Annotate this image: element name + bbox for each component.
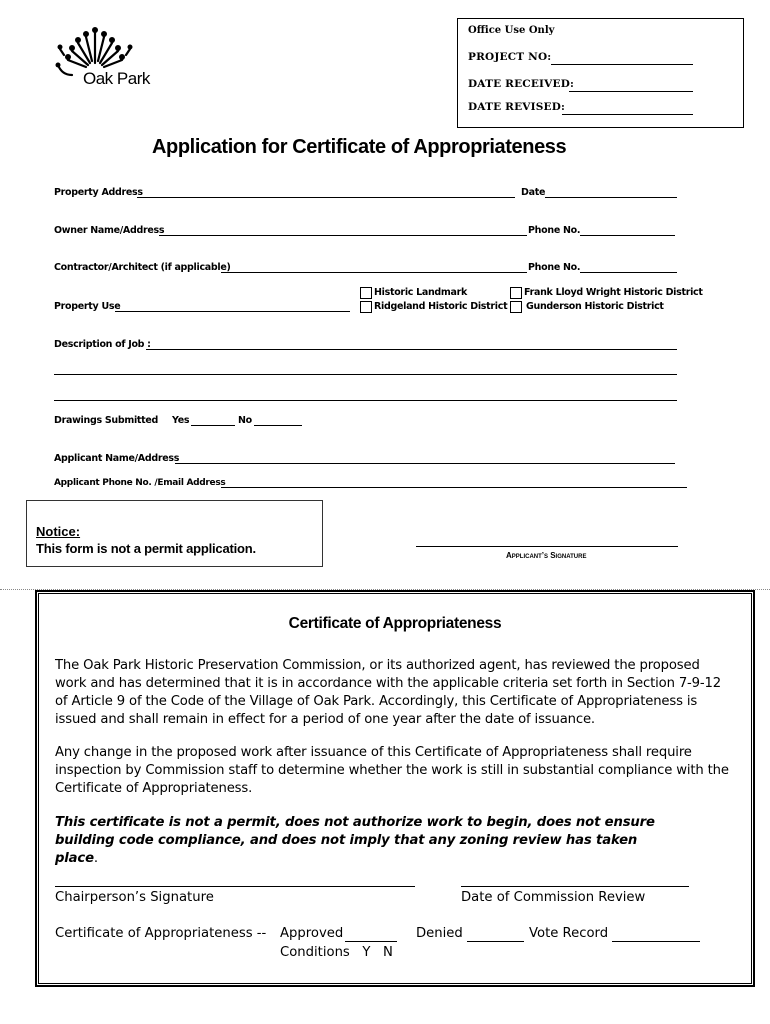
certificate-box — [36, 591, 754, 986]
notice-box — [26, 500, 323, 567]
coa-label: Certificate of Appropriateness -- — [55, 926, 267, 941]
certificate-paragraph-2: Any change in the proposed work after issuance of this Certificate of Appropriateness shall require inspection by Commission staff to determine whether the work is still in substantial compliance with the Certificate of Appropriateness. — [55, 745, 729, 796]
contractor-label: Contractor/Architect (if applicable) — [54, 262, 231, 273]
gunderson-label: Gunderson Historic District — [526, 301, 664, 312]
owner-label: Owner Name/Address — [54, 225, 165, 236]
certificate-paragraph-3-end: . — [93, 851, 98, 866]
property-use-line[interactable] — [115, 311, 350, 312]
description-line-1[interactable] — [146, 349, 677, 350]
contractor-line[interactable] — [221, 272, 527, 273]
certificate-paragraph-3 — [55, 814, 675, 868]
date-label: Date — [521, 187, 546, 198]
date-revised-label: DATE REVISED: — [468, 101, 566, 113]
phone-line-1[interactable] — [580, 235, 675, 236]
office-use-box — [457, 18, 744, 128]
applicant-line[interactable] — [175, 463, 675, 464]
phone-line-2[interactable] — [580, 272, 677, 273]
applicant-phone-line[interactable] — [221, 487, 687, 488]
approved-line[interactable] — [345, 941, 397, 942]
vote-record-line[interactable] — [612, 941, 700, 942]
description-line-2[interactable] — [54, 374, 677, 375]
approved-label: Approved — [280, 926, 344, 941]
certificate-paragraph-1: The Oak Park Historic Preservation Commission, or its authorized agent, has reviewed the proposed work and has determined that it is in accordance with the applicable criteria set forth in Section 7-9-12 of Article 9 of the Code of the Village of Oak Park. Accordingly, this Certificate of Appropriateness is issued and shall remain in effect for a period of one year after the date of issuance. — [55, 658, 721, 727]
notice-heading: Notice: — [36, 524, 81, 539]
applicant-signature-line[interactable] — [416, 546, 678, 547]
office-use-title: Office Use Only — [468, 25, 555, 36]
review-date-label: Date of Commission Review — [461, 890, 646, 905]
phone-label-1: Phone No. — [528, 225, 581, 236]
denied-line[interactable] — [467, 941, 524, 942]
frank-lloyd-wright-checkbox[interactable] — [510, 287, 522, 299]
property-use-label: Property Use — [54, 301, 121, 312]
applicant-label: Applicant Name/Address — [54, 453, 180, 464]
ridgeland-checkbox[interactable] — [360, 301, 372, 313]
drawings-label: Drawings Submitted — [54, 415, 159, 426]
certificate-title: Certificate of Appropriateness — [288, 615, 502, 632]
frank-lloyd-wright-label: Frank Lloyd Wright Historic District — [524, 287, 703, 298]
ridgeland-label: Ridgeland Historic District — [374, 301, 508, 312]
applicant-signature-label: Applicant’s Signature — [506, 551, 587, 560]
date-revised-line[interactable] — [562, 114, 693, 115]
review-date-line[interactable] — [461, 886, 689, 887]
phone-label-2: Phone No. — [528, 262, 581, 273]
chairperson-signature-label: Chairperson’s Signature — [55, 890, 214, 905]
description-label: Description of Job : — [54, 339, 151, 350]
historic-landmark-checkbox[interactable] — [360, 287, 372, 299]
drawings-no-line[interactable] — [254, 425, 302, 426]
form-title: Application for Certificate of Appropriateness — [152, 136, 567, 158]
description-line-3[interactable] — [54, 400, 677, 401]
property-address-line[interactable] — [137, 197, 515, 198]
chairperson-signature-line[interactable] — [55, 886, 415, 887]
drawings-no-label: No — [238, 415, 252, 426]
oak-park-logo — [50, 25, 160, 95]
property-address-label: Property Address — [54, 187, 143, 198]
notice-text: This form is not a permit application. — [36, 541, 256, 556]
historic-landmark-label: Historic Landmark — [374, 287, 468, 298]
date-line[interactable] — [545, 197, 677, 198]
logo-name: Oak Park — [83, 69, 150, 88]
drawings-yes-label: Yes — [172, 415, 190, 426]
date-received-line[interactable] — [569, 91, 693, 92]
applicant-phone-label: Applicant Phone No. /Email Address — [54, 478, 226, 488]
denied-label: Denied — [416, 926, 463, 941]
project-no-line[interactable] — [551, 64, 693, 65]
date-received-label: DATE RECEIVED: — [468, 78, 575, 90]
project-no-label: PROJECT NO: — [468, 51, 552, 63]
drawings-yes-line[interactable] — [191, 425, 235, 426]
vote-record-label: Vote Record — [529, 926, 609, 941]
cut-line — [0, 589, 770, 590]
owner-line[interactable] — [159, 235, 527, 236]
conditions-label: Conditions Y N — [280, 945, 393, 960]
certificate-paragraph-3-text: This certificate is not a permit, does not authorize work to begin, does not ensure building code compliance, and does not imply that any zoning review has taken place — [55, 815, 655, 866]
gunderson-checkbox[interactable] — [510, 301, 522, 313]
